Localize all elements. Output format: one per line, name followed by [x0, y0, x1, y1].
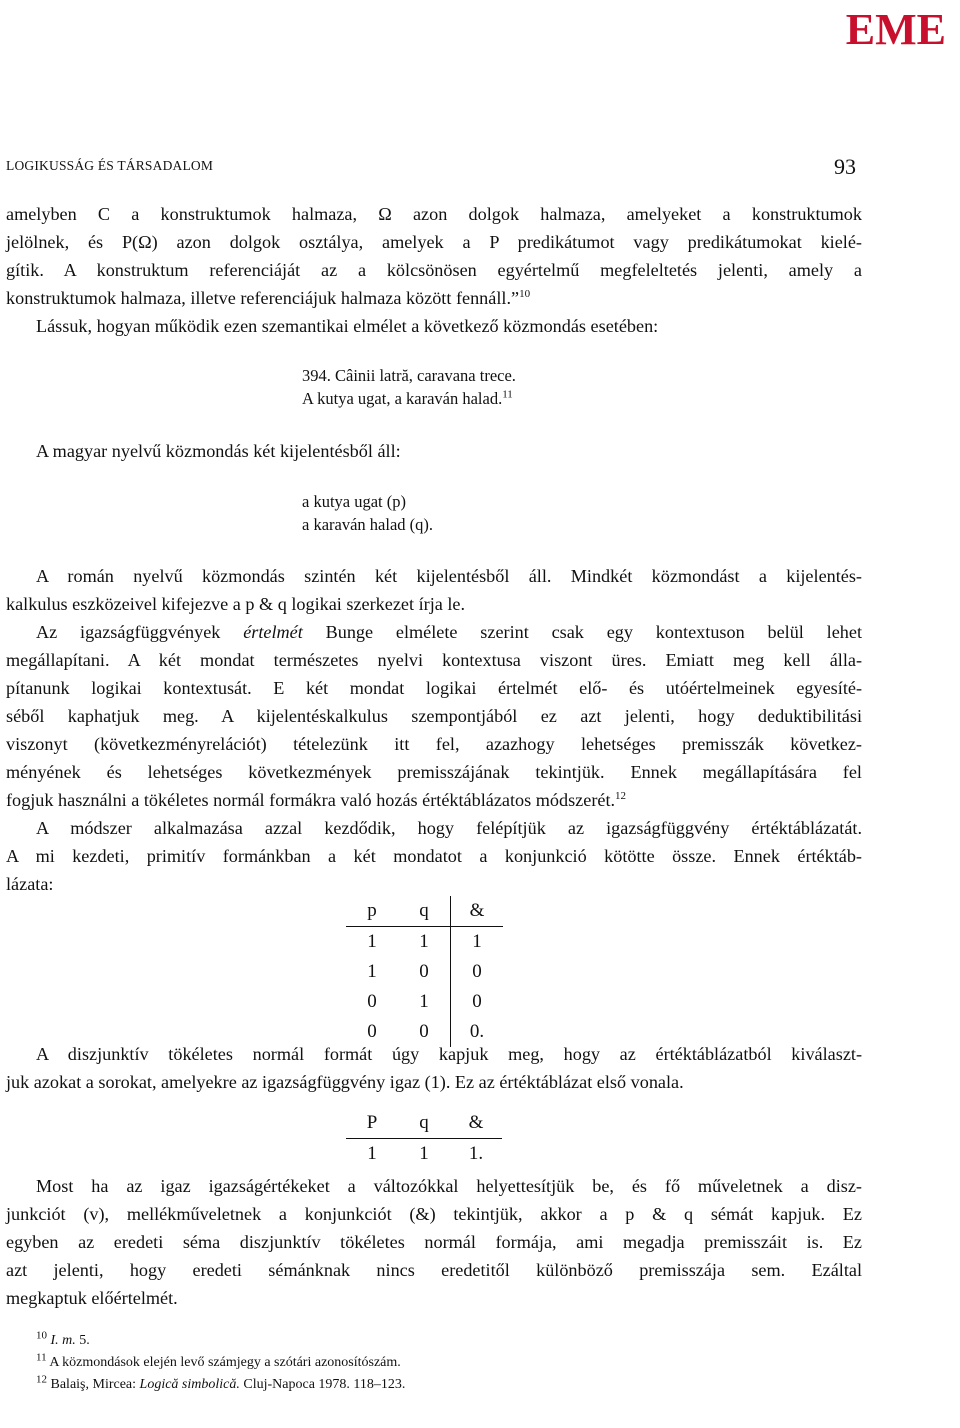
- text-line: [6, 790, 626, 811]
- footnote-number: 11: [36, 1351, 47, 1364]
- text-line: séből kaphatjuk meg. A kijelentéskalkulus szempontjából ez azt jelenti, hogy deduktibilitási: [6, 706, 862, 726]
- text-span: Bunge elmélete szerint csak egy kontextuson belül lehet: [302, 622, 862, 642]
- text-line: megállapítani. A két mondat természetes nyelvi kontextusa viszont üres. Emiatt meg kell álla-: [6, 650, 862, 670]
- footnote: [36, 1330, 405, 1352]
- running-title: LOGIKUSSÁG ÉS TÁRSADALOM: [6, 158, 214, 173]
- table-header-cell: q: [398, 1108, 450, 1139]
- text-span: fogjuk használni a tökéletes normál formákra való hozás értéktáblázatos módszerét.: [6, 790, 616, 810]
- table-cell: 1: [367, 931, 377, 952]
- emphasis: Logică simbolică.: [139, 1377, 240, 1392]
- table-cell: 0: [419, 961, 429, 982]
- footnote-ref: 12: [615, 789, 627, 802]
- footnote-number: 12: [36, 1373, 47, 1386]
- table-header-cell: &: [451, 896, 504, 927]
- text-line: kalkulus eszközeivel kifejezve a p & q logikai szerkezet írja le.: [6, 594, 466, 614]
- paragraph-2: Lássuk, hogyan működik ezen szemantikai elmélet a következő közmondás esetében:: [36, 316, 659, 336]
- table-header-cell: q: [398, 896, 451, 927]
- footnote-ref: 11: [502, 388, 513, 401]
- footnote-text: Balaiş, Mircea:: [50, 1377, 140, 1392]
- footnote-number: 10: [36, 1329, 47, 1342]
- footnotes: [36, 1330, 405, 1396]
- paragraph-3: A magyar nyelvű közmondás két kijelentésből áll:: [36, 441, 401, 461]
- footnote: [36, 1352, 405, 1374]
- footnote-text: A közmondások elején levő számjegy a szótári azonosítószám.: [49, 1355, 401, 1370]
- text-line: pítanunk logikai kontextusát. E két mondat logikai értelmét elő- és utóértelmeinek egyesíté-: [6, 678, 862, 698]
- text-span: A kutya ugat, a karaván halad.: [302, 389, 503, 408]
- footnote-text: Cluj-Napoca 1978. 118–123.: [239, 1377, 406, 1392]
- text-line: ményének és lehetséges következmények premisszájának tekintjük. Ennek megállapítására fel: [6, 762, 862, 782]
- table-cell: 0: [419, 1021, 429, 1042]
- table-header-row: [346, 1108, 502, 1139]
- table-row: [346, 957, 503, 987]
- text-line: A módszer alkalmazása azzal kezdődik, hogy felépítjük az igazságfüggvény értéktáblázatát.: [36, 818, 862, 838]
- text-span: Az igazságfüggvények: [36, 622, 244, 642]
- table-cell: 1: [367, 961, 377, 982]
- text-span: konstruktumok halmaza, illetve referenciájuk halmaza között fennáll.”: [6, 288, 520, 308]
- table-cell: 0: [367, 991, 377, 1012]
- footnote-text: 5.: [75, 1333, 90, 1348]
- table-cell: 1.: [468, 1143, 484, 1164]
- table-row: [346, 1017, 503, 1047]
- emphasis: értelmét: [243, 622, 303, 642]
- text-line: azt jelenti, hogy eredeti sémánknak nincs eredetitől különböző premisszája sem. Ezáltal: [6, 1260, 862, 1280]
- text-line: jelölnek, és P(Ω) azon dolgok osztálya, amelyek a P predikátumot vagy predikátumokat kielé-: [6, 232, 862, 252]
- table-cell: 0: [451, 957, 504, 987]
- statement-p: a kutya ugat (p): [302, 492, 407, 511]
- page-number: 93: [834, 154, 856, 179]
- proverb-romanian: 394. Câinii latră, caravana trece.: [302, 366, 516, 385]
- text-line: megkaptuk előértelmét.: [6, 1288, 178, 1308]
- text-line: lázata:: [6, 874, 54, 894]
- text-line: gítik. A konstruktum referenciáját az a kölcsönösen egyértelmű megfeleltetés jelenti, amely a: [6, 260, 862, 280]
- text-line: [36, 622, 862, 643]
- footnote: [36, 1374, 405, 1396]
- table-cell: 1: [419, 931, 429, 952]
- text-line: Most ha az igaz igazságértékeket a változókkal helyettesítjük be, és fő műveletnek a disz-: [36, 1176, 862, 1196]
- table-cell: 0: [451, 987, 504, 1017]
- text-line: juk azokat a sorokat, amelyekre az igazságfüggvény igaz (1). Ez az értéktáblázat első vonala.: [6, 1072, 684, 1092]
- table-row: [346, 1139, 502, 1170]
- table-cell: 1: [451, 927, 504, 958]
- footnote-ref: 10: [519, 287, 531, 300]
- table-row: [346, 987, 503, 1017]
- table-cell: 0.: [451, 1017, 504, 1047]
- publisher-logo: EME: [845, 5, 946, 54]
- table-cell: 0: [367, 1021, 377, 1042]
- text-line: [6, 288, 530, 309]
- statement-q: a karaván halad (q).: [302, 515, 434, 534]
- truth-table-conjunction: [346, 896, 503, 1047]
- table-header-cell: P: [346, 1108, 398, 1139]
- table-header-cell: p: [346, 896, 398, 927]
- table-header-cell: &: [450, 1108, 502, 1139]
- proverb-quote: [302, 364, 516, 410]
- table-row: [346, 927, 503, 958]
- table-cell: 1: [419, 1143, 429, 1164]
- text-line: egyben az eredeti séma diszjunktív tökéletes normál formája, ami megadja premisszáit is. Ez: [6, 1232, 862, 1252]
- text-line: junkciót (v), mellékműveletnek a konjunkciót (&) tekintjük, akkor a p & q sémát kapjuk. Ez: [6, 1204, 862, 1224]
- text-line: A román nyelvű közmondás szintén két kijelentésből áll. Mindkét közmondást a kijelentés-: [36, 566, 862, 586]
- table-header-row: [346, 896, 503, 927]
- statement-list: [302, 490, 433, 536]
- text-line: A diszjunktív tökéletes normál formát úgy kapjuk meg, hogy az értéktáblázatból kiválaszt-: [36, 1044, 862, 1064]
- text-line: viszonyt (következményrelációt) tételezünk itt fel, azazhogy lehetséges premisszák következ-: [6, 734, 862, 754]
- proverb-hungarian: [302, 387, 516, 410]
- truth-table-selected-row: [346, 1108, 502, 1169]
- emphasis: I. m.: [50, 1333, 76, 1348]
- text-line: amelyben C a konstruktumok halmaza, Ω azon dolgok halmaza, amelyeket a konstruktumok: [6, 204, 862, 224]
- table-cell: 1: [419, 991, 429, 1012]
- table-cell: 1: [367, 1143, 377, 1164]
- text-line: A mi kezdeti, primitív formánkban a két mondatot a konjunkció kötötte össze. Ennek értéktáb-: [6, 846, 862, 866]
